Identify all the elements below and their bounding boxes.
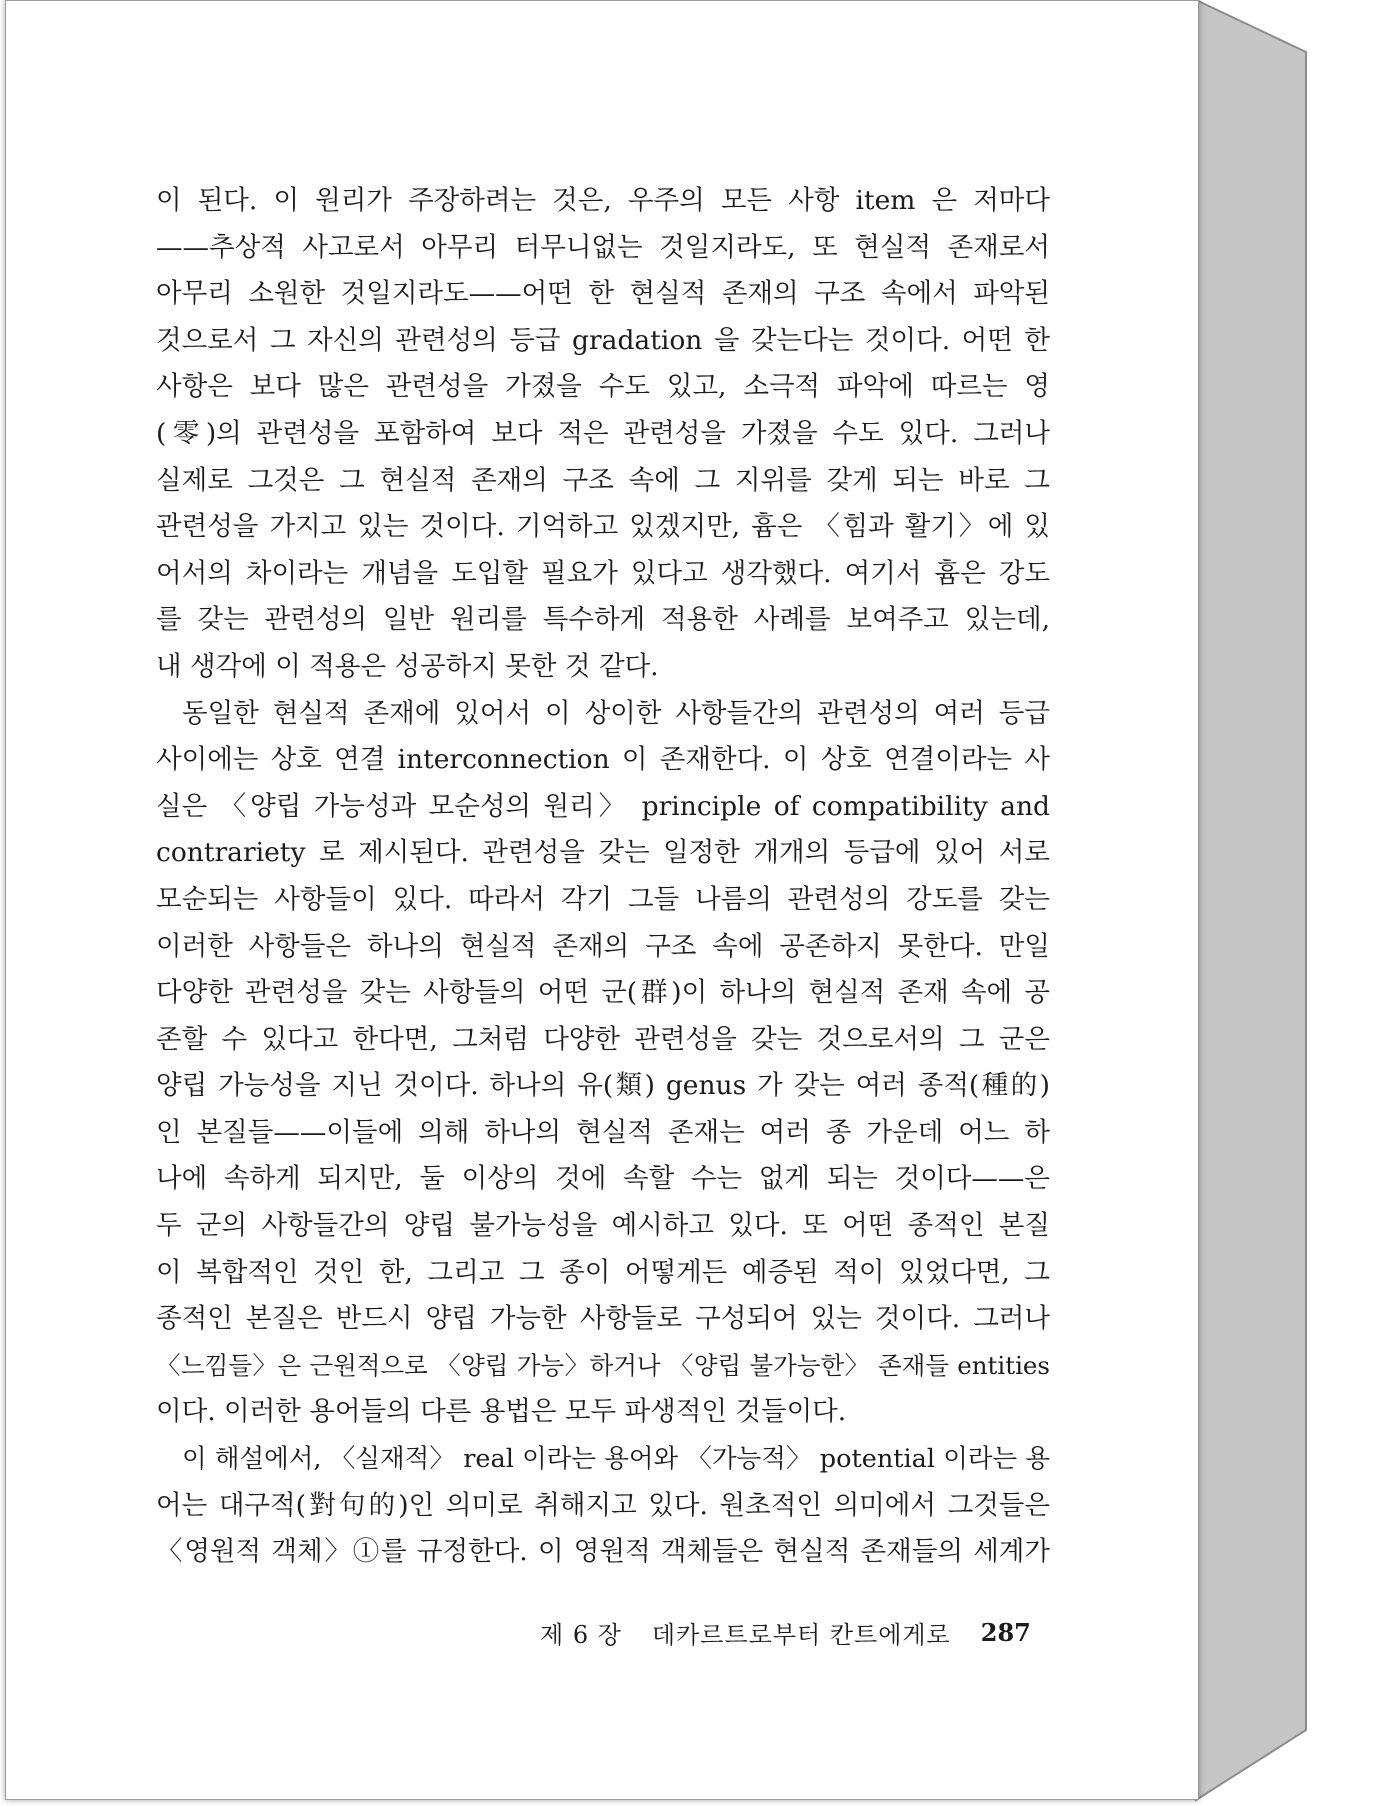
text-line: 를 갖는 관련성의 일반 원리를 특수하게 적용한 사례를 보여주고 있는데, bbox=[156, 604, 1050, 636]
text-line: 〈느낌들〉은 근원적으로 〈양립 가능〉하거나 〈양립 불가능한〉 존재들 entities bbox=[156, 1350, 1050, 1380]
text-line: 내 생각에 이 적용은 성공하지 못한 것 같다. bbox=[156, 650, 659, 682]
text-line: 모순되는 사항들이 있다. 따라서 각기 그들 나름의 관련성의 강도를 갖는 bbox=[156, 883, 1050, 915]
text-line: 이 해설에서, 〈실재적〉 real 이라는 용어와 〈가능적〉 potential 이라는 용 bbox=[182, 1444, 1050, 1475]
text-line: 이 된다. 이 원리가 주장하려는 것은, 우주의 모든 사항 item 은 저마다 bbox=[156, 185, 1050, 216]
text-line: 이러한 사항들은 하나의 현실적 존재의 구조 속에 공존하지 못한다. 만일 bbox=[156, 930, 1050, 962]
text-line: 실제로 그것은 그 현실적 존재의 구조 속에 그 지위를 갖게 되는 바로 그 bbox=[156, 464, 1050, 496]
text-line: 동일한 현실적 존재에 있어서 이 상이한 사항들간의 관련성의 여러 등급 bbox=[182, 697, 1050, 729]
text-line: 양립 가능성을 지닌 것이다. 하나의 유(類) genus 가 갖는 여러 종적(種的) bbox=[156, 1070, 1050, 1102]
text-line: 다양한 관련성을 갖는 사항들의 어떤 군(群)이 하나의 현실적 존재 속에 공 bbox=[156, 977, 1050, 1009]
text-line: 〈영원적 객체〉①를 규정한다. 이 영원적 객체들은 현실적 존재들의 세계가 bbox=[156, 1536, 1050, 1568]
chapter-title: 데카르트로부터 칸트에게로 bbox=[651, 1620, 951, 1649]
body-text bbox=[156, 178, 1050, 1576]
text-line: 관련성을 가지고 있는 것이다. 기억하고 있겠지만, 흄은 〈힘과 활기〉에 있 bbox=[156, 511, 1050, 543]
text-line: 두 군의 사항들간의 양립 불가능성을 예시하고 있다. 또 어떤 종적인 본질 bbox=[156, 1210, 1050, 1242]
text-line: 아무리 소원한 것일지라도——어떤 한 현실적 존재의 구조 속에서 파악된 bbox=[156, 278, 1050, 310]
text-line: 존할 수 있다고 한다면, 그처럼 다양한 관련성을 갖는 것으로서의 그 군은 bbox=[156, 1023, 1050, 1055]
text-line: (零)의 관련성을 포함하여 보다 적은 관련성을 가졌을 수도 있다. 그러나 bbox=[156, 417, 1050, 449]
chapter-label: 제 6 장 bbox=[540, 1620, 622, 1649]
text-line: 사항은 보다 많은 관련성을 가졌을 수도 있고, 소극적 파악에 따르는 영 bbox=[156, 371, 1050, 403]
text-line: 사이에는 상호 연결 interconnection 이 존재한다. 이 상호 연결이라는 사 bbox=[156, 744, 1050, 776]
page-number: 287 bbox=[980, 1617, 1031, 1647]
text-line: 종적인 본질은 반드시 양립 가능한 사항들로 구성되어 있는 것이다. 그러나 bbox=[156, 1303, 1050, 1335]
text-line: 어는 대구적(對句的)인 의미로 취해지고 있다. 원초적인 의미에서 그것들은 bbox=[156, 1489, 1050, 1521]
text-line: ——추상적 사고로서 아무리 터무니없는 것일지라도, 또 현실적 존재로서 bbox=[156, 231, 1050, 263]
text-line: 이 복합적인 것인 한, 그리고 그 종이 어떻게든 예증된 적이 있었다면, 그 bbox=[156, 1256, 1050, 1288]
text-line: 이다. 이러한 용어들의 다른 용법은 모두 파생적인 것들이다. bbox=[156, 1396, 847, 1428]
text-line: contrariety 로 제시된다. 관련성을 갖는 일정한 개개의 등급에 있어 서로 bbox=[156, 837, 1050, 869]
text-line: 인 본질들——이들에 의해 하나의 현실적 존재는 여러 종 가운데 어느 하 bbox=[156, 1116, 1050, 1148]
text-line: 나에 속하게 되지만, 둘 이상의 것에 속할 수는 없게 되는 것이다——은 bbox=[156, 1163, 1050, 1195]
text-line: 어서의 차이라는 개념을 도입할 필요가 있다고 생각했다. 여기서 흄은 강도 bbox=[156, 557, 1050, 589]
text-line: 것으로서 그 자신의 관련성의 등급 gradation 을 갖는다는 것이다. 어떤 한 bbox=[156, 324, 1050, 356]
text-line: 실은 〈양립 가능성과 모순성의 원리〉 principle of compatibility and bbox=[156, 790, 1050, 822]
running-footer bbox=[540, 1612, 1031, 1652]
